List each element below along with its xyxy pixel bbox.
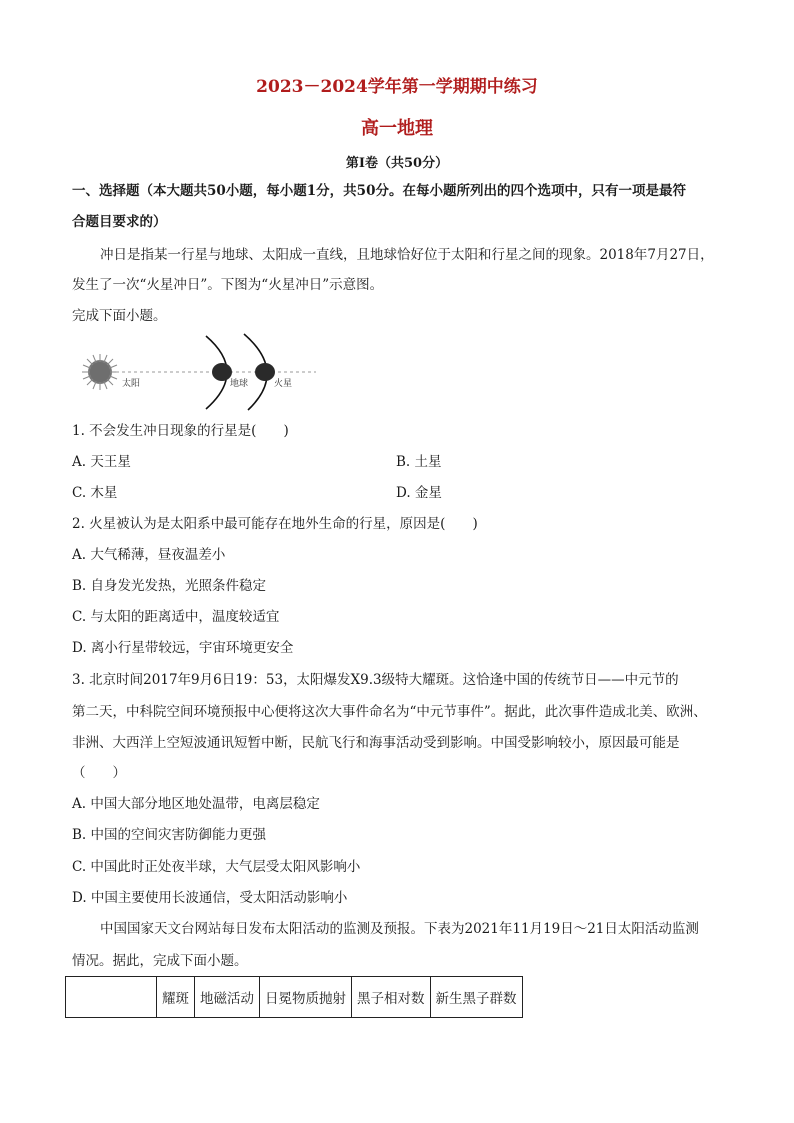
question-3-stem-line3: 非洲、大西洋上空短波通讯短暂中断，民航飞行和海事活动受到影响。中国受影响较小，原因最可能是 [72, 735, 680, 751]
mars-opposition-diagram [78, 332, 328, 412]
question-1-option-c[interactable]: C. 木星 [72, 485, 118, 501]
table-header-cell: 黑子相对数 [352, 977, 431, 1018]
question-2-option-d[interactable]: D. 离小行星带较远，宇宙环境更安全 [72, 640, 294, 656]
sun-label: 太阳 [122, 379, 141, 389]
question-3-option-c[interactable]: C. 中国此时正处夜半球，大气层受太阳风影响小 [72, 859, 361, 875]
question-3-option-d[interactable]: D. 中国主要使用长波通信，受太阳活动影响小 [72, 890, 348, 906]
table-header-cell [66, 977, 157, 1018]
question-3-option-b[interactable]: B. 中国的空间灾害防御能力更强 [72, 827, 267, 843]
table-header-row [66, 977, 523, 1018]
question-3-stem-line4: （ ） [72, 765, 126, 781]
subject-title: 高一地理 [361, 118, 433, 139]
intro2-line2: 情况。据此，完成下面小题。 [72, 953, 248, 969]
intro1-line2: 发生了一次“火星冲日”。下图为“火星冲日”示意图。 [72, 277, 384, 293]
question-1-stem: 1. 不会发生冲日现象的行星是( ) [72, 423, 289, 439]
earth-icon [212, 363, 232, 381]
question-3-stem-line1: 3. 北京时间2017年9月6日19：53，太阳爆发X9.3级特大耀斑。这恰逢中国的传统节日——中元节的 [72, 672, 679, 688]
table-header-cell: 日冕物质抛射 [260, 977, 352, 1018]
section-instructions-line1: 一、选择题（本大题共50小题，每小题1分，共50分。在每小题所列出的四个选项中，只有一项是最符 [72, 183, 686, 199]
sun-icon [82, 354, 118, 390]
question-2-option-a[interactable]: A. 大气稀薄，昼夜温差小 [72, 547, 226, 563]
question-2-stem: 2. 火星被认为是太阳系中最可能存在地外生命的行星，原因是( ) [72, 516, 478, 532]
question-2-option-c[interactable]: C. 与太阳的距离适中，温度较适宜 [72, 609, 280, 625]
table-header-cell: 地磁活动 [195, 977, 260, 1018]
table-header-cell: 新生黑子群数 [430, 977, 522, 1018]
mars-label: 火星 [274, 379, 293, 389]
question-2-option-b[interactable]: B. 自身发光发热，光照条件稳定 [72, 578, 267, 594]
earth-label: 地球 [230, 379, 249, 389]
section-instructions-line2: 合题目要求的） [72, 214, 167, 230]
intro1-line1: 冲日是指某一行星与地球、太阳成一直线，且地球恰好位于太阳和行星之间的现象。2018年7月27日， [100, 247, 714, 263]
question-1-option-d[interactable]: D. 金星 [396, 485, 442, 501]
table-header-cell: 耀斑 [157, 977, 195, 1018]
question-3-option-a[interactable]: A. 中国大部分地区地处温带，电离层稳定 [72, 796, 320, 812]
mars-icon [255, 363, 275, 381]
question-1-option-a[interactable]: A. 天王星 [72, 454, 131, 470]
volume-title: 第Ⅰ卷（共50分） [345, 156, 449, 171]
solar-activity-table [65, 976, 523, 1018]
question-1-option-b[interactable]: B. 土星 [396, 454, 442, 470]
intro1-line3: 完成下面小题。 [72, 308, 167, 324]
exam-title: 2023－2024学年第一学期期中练习 [256, 77, 538, 97]
question-3-stem-line2: 第二天，中科院空间环境预报中心便将这次大事件命名为“中元节事件”。据此，此次事件造成北美、欧洲、 [72, 704, 707, 720]
intro2-line1: 中国国家天文台网站每日发布太阳活动的监测及预报。下表为2021年11月19日～21日太阳活动监测 [100, 921, 699, 937]
